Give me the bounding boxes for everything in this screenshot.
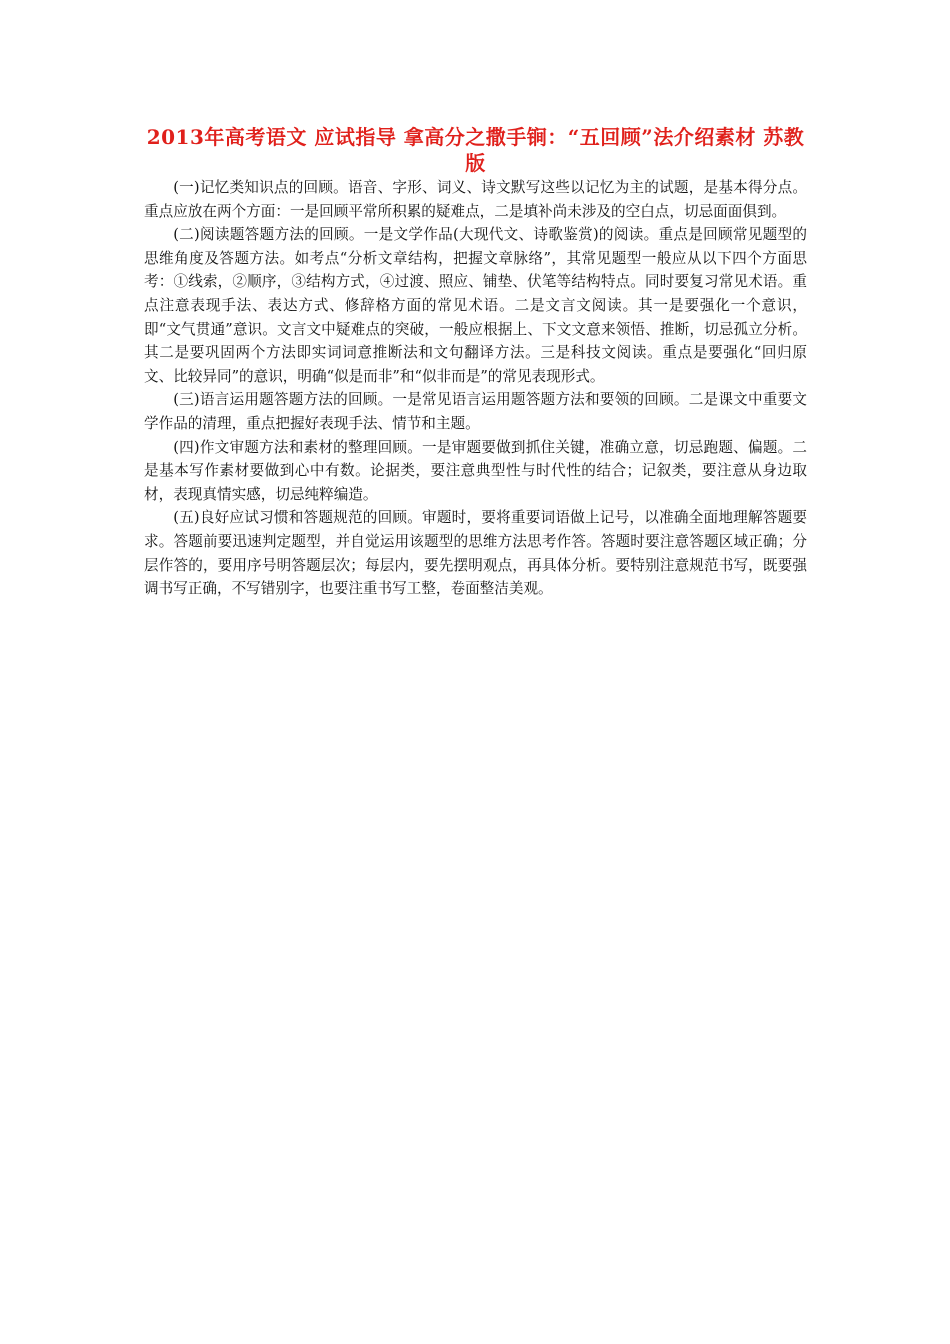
paragraph-1-memory-review: (一)记忆类知识点的回顾。语音、字形、词义、诗文默写这些以记忆为主的试题，是基本得分点。重点应放在两个方面：一是回顾平常所积累的疑难点，二是填补尚未涉及的空白点，切忌面面俱到。 [144, 179, 807, 220]
paragraph-5-habits-review: (五)良好应试习惯和答题规范的回顾。审题时，要将重要词语做上记号，以准确全面地理解答题要求。答题前要迅速判定题型，并自觉运用该题型的思维方法思考作答。答题时要注意答题区域正确；分层作答的，要用序号明答题层次；每层内，要先摆明观点，再具体分析。要特别注意规范书写，既要强调书写正确，不写错别字，也要注重书写工整，卷面整洁美观。 [144, 509, 807, 598]
paragraph-4-composition-review: (四)作文审题方法和素材的整理回顾。一是审题要做到抓住关键，准确立意，切忌跑题、偏题。二是基本写作素材要做到心中有数。论据类，要注意典型性与时代性的结合；记叙类，要注意从身边取材，表现真情实感，切忌纯粹编造。 [144, 438, 807, 503]
paragraph-3-language-review: (三)语言运用题答题方法的回顾。一是常见语言运用题答题方法和要领的回顾。二是课文中重要文学作品的清理，重点把握好表现手法、情节和主题。 [144, 391, 807, 432]
document-title: 2013年高考语文 应试指导 拿高分之撒手锏：“五回顾”法介绍素材 苏教版 [146, 125, 805, 175]
document-content [144, 124, 807, 601]
paragraph-2-reading-review: (二)阅读题答题方法的回顾。一是文学作品(大现代文、诗歌鉴赏)的阅读。重点是回顾常见题型的思维角度及答题方法。如考点“分析文章结构，把握文章脉络”，其常见题型一般应从以下四个方面思考：①线索，②顺序，③结构方式，④过渡、照应、铺垫、伏笔等结构特点。同时要复习常见术语。重点注意表现手法、表达方式、修辞格方面的常见术语。二是文言文阅读。其一是要强化一个意识，即“文气贯通”意识。文言文中疑难点的突破，一般应根据上、下文文意来领悟、推断，切忌孤立分析。其二是要巩固两个方法即实词词意推断法和文句翻译方法。三是科技文阅读。重点是要强化“回归原文、比较异同”的意识，明确“似是而非”和“似非而是”的常见表现形式。 [144, 226, 807, 385]
